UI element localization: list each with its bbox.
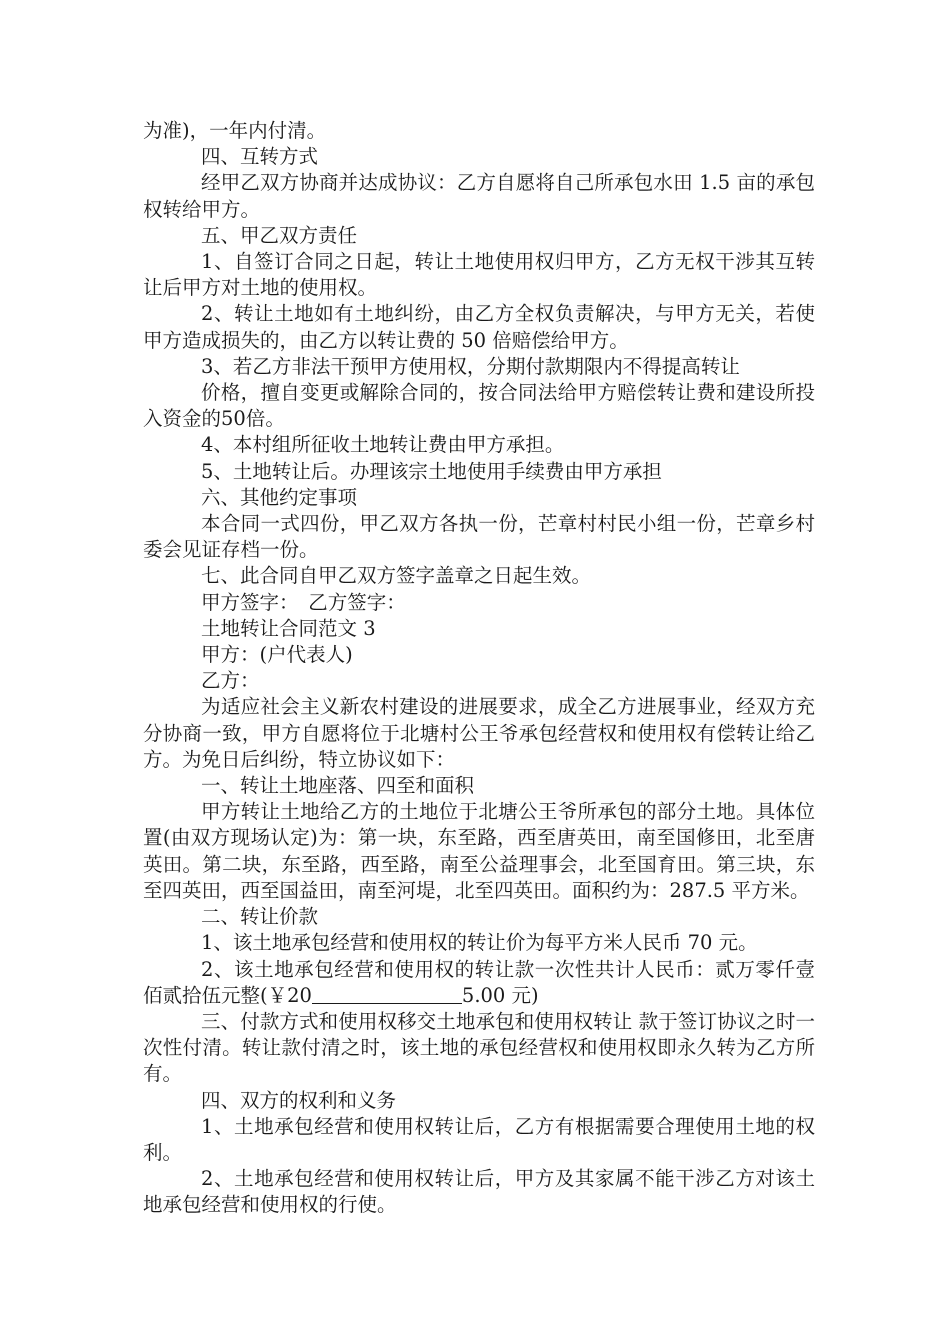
section-heading: 四、双方的权利和义务 [201, 1088, 397, 1112]
payment-clause [143, 957, 815, 1009]
clause: 1、该土地承包经营和使用权的转让价为每平方米人民币 70 元。 [201, 931, 758, 955]
clause: 价格，擅自变更或解除合同的，按合同法给甲方赔偿转让费和建设所投入资金的50倍。 [143, 381, 815, 431]
clause: 1、土地承包经营和使用权转让后，乙方有根据需要合理使用土地的权利。 [143, 1114, 815, 1164]
paragraph: 为适应社会主义新农村建设的进展要求，成全乙方进展事业，经双方充分协商一致，甲方自愿将位于北塘村公王爷承包经营权和使用权有偿转让给乙方。为免日后纠纷，特立协议如下： [143, 695, 815, 771]
signature-line: 甲方签字： 乙方签字： [201, 590, 406, 614]
paragraph: 经甲乙双方协商并达成协议：乙方自愿将自己所承包水田 1.5 亩的承包权转给甲方。 [143, 171, 815, 221]
party-b-line: 乙方： [201, 669, 260, 693]
clause: 3、若乙方非法干预甲方使用权，分期付款期限内不得提高转让 [201, 354, 740, 378]
section-heading: 一、转让土地座落、四至和面积 [201, 774, 475, 798]
section-heading: 二、转让价款 [201, 905, 319, 929]
section-heading: 三、付款方式和使用权移交土地承包和使用权转让 款于签订协议之时一次性付清。转让款付清之时，该土地的承包经营权和使用权即永久转为乙方所有。 [143, 1009, 815, 1086]
paragraph: 为准)，一年内付清。 [143, 119, 327, 142]
document-title: 土地转让合同范文 3 [201, 616, 376, 640]
clause: 1、自签订合同之日起，转让土地使用权归甲方，乙方无权干涉其互转让后甲方对土地的使用权。 [143, 250, 815, 300]
document-body [143, 118, 815, 1219]
section-heading: 五、甲乙双方责任 [201, 223, 358, 247]
payment-text-before: 2、该土地承包经营和使用权的转让款一次性共计人民币：贰万零仟壹佰贰拾伍元整(￥20 [143, 957, 815, 1007]
clause: 2、土地承包经营和使用权转让后，甲方及其家属不能干涉乙方对该土地承包经营和使用权的行使。 [143, 1167, 815, 1217]
paragraph: 甲方转让土地给乙方的土地位于北塘公王爷所承包的部分土地。具体位置(由双方现场认定)为：第一块，东至路，西至唐英田，南至国修田，北至唐英田。第二块，东至路，西至路，南至公益理事会，北至国育田。第三块，东至四英田，西至国益田，南至河堤，北至四英田。面积约为：287.5 平方米。 [143, 800, 815, 902]
section-heading: 六、其他约定事项 [201, 485, 358, 509]
payment-text-after: 5.00 元) [461, 983, 539, 1007]
party-a-line: 甲方：(户代表人) [201, 643, 353, 667]
clause: 5、土地转让后。办理该宗土地使用手续费由甲方承担 [201, 459, 662, 483]
clause: 4、本村组所征收土地转让费由甲方承担。 [201, 433, 565, 457]
paragraph: 本合同一式四份，甲乙双方各执一份，芒章村村民小组一份，芒章乡村委会见证存档一份。 [143, 512, 815, 562]
section-heading: 四、互转方式 [201, 145, 319, 169]
clause: 2、转让土地如有土地纠纷，由乙方全权负责解决，与甲方无关，若使甲方造成损失的，由乙方以转让费的 50 倍赔偿给甲方。 [143, 302, 815, 352]
amount-blank [312, 985, 462, 1004]
paragraph: 七、此合同自甲乙双方签字盖章之日起生效。 [201, 564, 592, 588]
